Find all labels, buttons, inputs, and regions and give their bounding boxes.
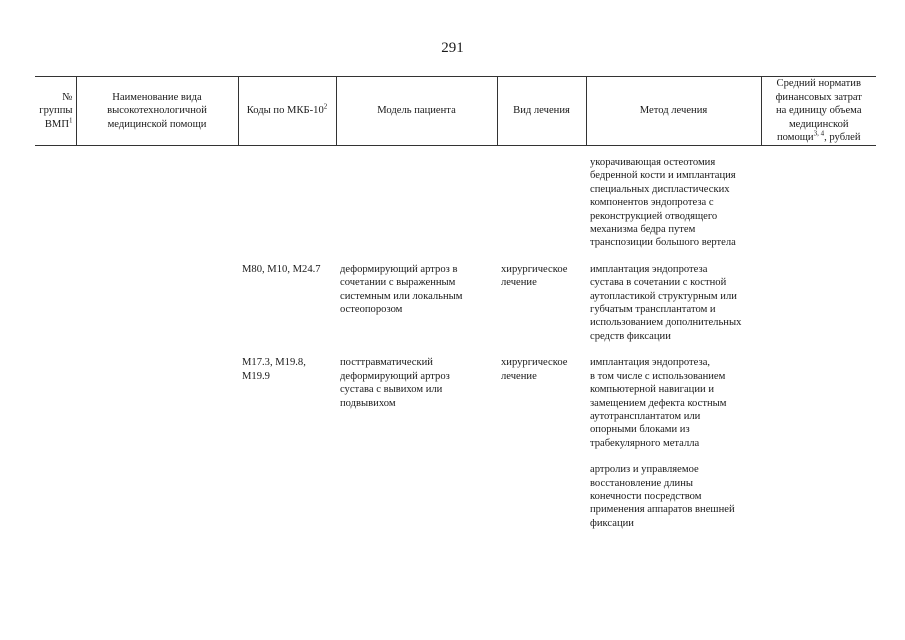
vmp-table	[35, 76, 876, 530]
method-cell	[586, 263, 761, 343]
method-cell	[586, 356, 761, 530]
table-header-row	[35, 77, 876, 146]
table-row	[35, 356, 876, 530]
method-block: имплантация эндопротеза сустава в сочетании с костной аутопластикой структурным или губчатым трансплантатом и использованием дополнительных средств фиксации	[590, 263, 742, 342]
header-treatment-type: Вид лечения	[497, 77, 586, 146]
model-cell	[336, 156, 497, 250]
header-cost-standard: Средний норматив финансовых затрат на единицу объема медицинской помощи$^{3, 4}$, рублей	[761, 77, 876, 146]
model-cell: деформирующий артроз в сочетании с выраженным системным или локальным остеопорозом	[340, 263, 463, 316]
header-group-number: № группы ВМП$^1$	[35, 77, 76, 146]
model-cell: посттравматический деформирующий артроз сустава с вывихом или подвывихом	[340, 357, 450, 409]
method-block: артролиз и управляемое восстановление длины конечности посредством применения аппаратов внешней фиксации	[590, 464, 735, 529]
header-icd-codes: Коды по МКБ-$10^2$	[238, 77, 336, 146]
method-block: имплантация эндопротеза, в том числе с использованием компьютерной навигации и замещением дефекта костным аутотрансплантатом или опорными блоками из трабекулярного металла	[590, 357, 727, 449]
header-patient-model: Модель пациента	[336, 77, 497, 146]
codes-cell	[238, 156, 336, 250]
codes-cell: M80, M10, M24.7	[242, 263, 321, 275]
header-vmp-name: Наименование вида высокотехнологичной медицинской помощи	[76, 77, 238, 146]
treatment-cell: хирургическое лечение	[501, 263, 568, 289]
header-treatment-method: Метод лечения	[586, 77, 761, 146]
table-body	[35, 146, 876, 531]
method-cell	[586, 156, 761, 250]
treatment-cell	[497, 156, 586, 250]
page-number: 291	[441, 40, 464, 56]
table-row	[35, 263, 876, 343]
table-row	[35, 156, 876, 250]
treatment-cell: хирургическое лечение	[501, 357, 568, 382]
codes-cell: M17.3, M19.8, M19.9	[242, 357, 306, 382]
method-block: укорачивающая остеотомия бедренной кости и имплантация специальных диспластических компонентов эндопротеза с реконструкцией отводящего механизма бедра путем транспозиции большого вертела	[590, 157, 736, 249]
